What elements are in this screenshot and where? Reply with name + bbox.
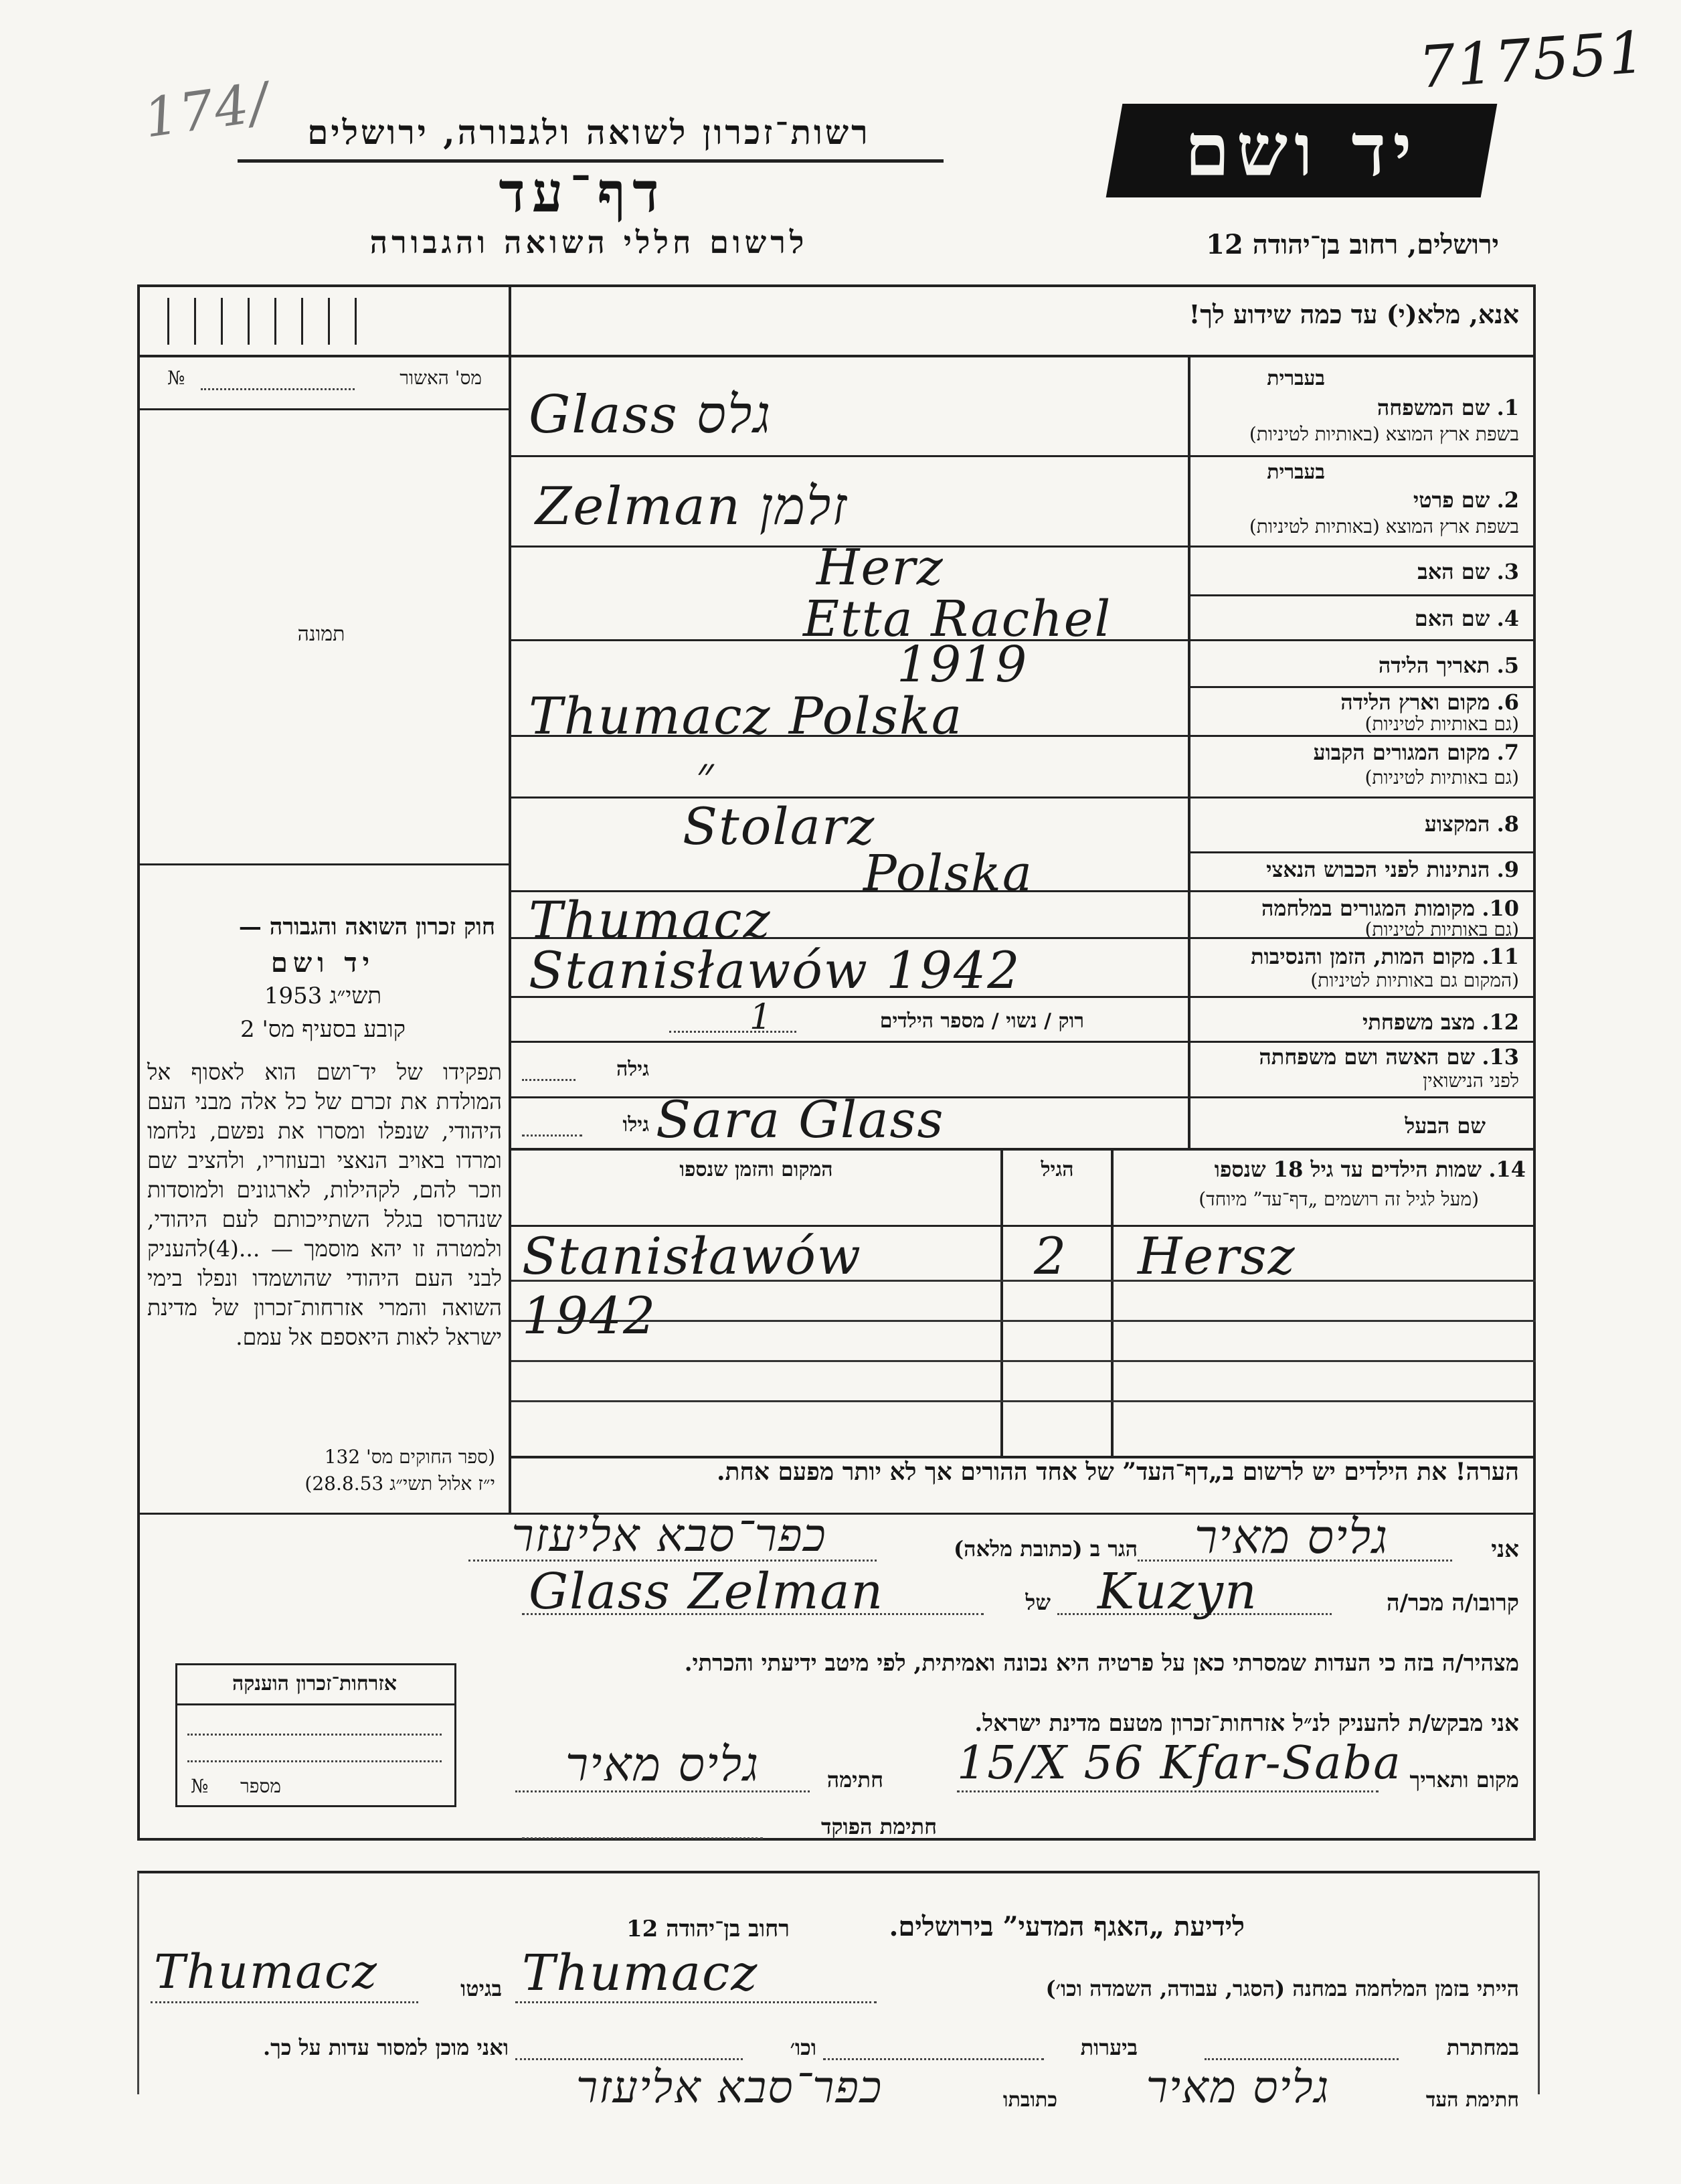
field-6-number: 6. xyxy=(1496,689,1519,715)
field-12-label xyxy=(1205,1009,1519,1035)
decl-relation: Kuzyn xyxy=(1097,1563,1258,1620)
law-line4: קובע בסעיף מס' 2 xyxy=(240,1016,406,1043)
footer-witness-sig: גליס מאיר xyxy=(1146,2062,1330,2113)
citizenship-box-title: אזרחות־זכרון הוענקה xyxy=(232,1672,397,1695)
field-3-label xyxy=(1205,559,1519,584)
field-1-name: שם המשפחה xyxy=(1377,395,1490,420)
law-line1: חוק זכרון השואה והגבורה — xyxy=(238,914,495,940)
field-10-value: Thumacz xyxy=(529,890,772,950)
citizenship-no-sign: № xyxy=(191,1775,209,1797)
decl-subject-name: Glass Zelman xyxy=(529,1563,885,1620)
decl-place-date-label: מקום ותאריך xyxy=(1409,1767,1519,1792)
field-2-label xyxy=(1205,487,1519,513)
archive-stamp-number: 717551 xyxy=(1416,19,1649,102)
field-5-label xyxy=(1205,653,1519,678)
field-4-name: שם האם xyxy=(1414,606,1490,631)
field-9-number: 9. xyxy=(1496,857,1519,882)
husband-label: שם הבעל xyxy=(1405,1113,1486,1139)
field-4-label xyxy=(1205,606,1519,631)
field-2-name: שם פרטי xyxy=(1413,487,1490,513)
wife-age-label: גילה xyxy=(616,1058,649,1081)
field-3-number: 3. xyxy=(1496,559,1519,584)
field-4-value: Etta Rachel xyxy=(803,590,1112,648)
field-9-value: Polska xyxy=(863,845,1033,902)
field-7-sub: (גם באותיות לטיניות) xyxy=(1364,766,1519,788)
children-age-header: הגיל xyxy=(1041,1158,1074,1181)
field-3-value: Herz xyxy=(816,539,944,596)
decl-statement: מצהיר/ה בזה כי העדות שמסרתי כאן על פרטיה היא נכונה ואמיתית, לפי מיטב ידיעתי והכרתי. xyxy=(684,1650,1519,1677)
footer-address: רחוב בן־יהודה 12 xyxy=(626,1916,790,1942)
child-name: Hersz xyxy=(1138,1226,1296,1286)
decl-address: כפר־סבא אליעזר xyxy=(511,1509,827,1562)
field-11-value: Stanisławów 1942 xyxy=(529,940,1021,1000)
field-5-number: 5. xyxy=(1496,653,1519,678)
field-10-name: מקומות המגורים במלחמה xyxy=(1261,896,1476,921)
citizenship-number-label: מספר xyxy=(240,1775,281,1797)
pencil-number: 174/ xyxy=(140,70,274,150)
children-title xyxy=(1124,1157,1526,1182)
field-2-number: 2. xyxy=(1496,487,1519,513)
note: הערה! את הילדים יש לרשום ב„דף־העד” של אחד ההורים אך לא יותר מפעם אחת. xyxy=(717,1458,1519,1486)
field-8-label xyxy=(1205,811,1519,837)
marital-status-label: רוק / נשוי / מספר הילדים xyxy=(879,1009,1084,1033)
field-7-label xyxy=(1205,740,1519,765)
field-1-value: Glass גלס xyxy=(529,385,772,445)
footer-hiding-label: במחתרת xyxy=(1446,2035,1519,2060)
footer-camp-line: הייתי בזמן המלחמה במחנה (הסגר, עבודה, השמדה וכו׳) xyxy=(1045,1976,1519,2001)
decl-request: אני מבקש/ת להעניק לנ״ל אזרחות־זכרון מטעם מדינת ישראל. xyxy=(974,1710,1519,1737)
footer-etc-label: וכו׳ xyxy=(790,2035,816,2060)
field-10-label xyxy=(1198,896,1519,921)
field-4-number: 4. xyxy=(1496,606,1519,631)
husband-age-label: גילו xyxy=(622,1113,649,1137)
hebrew-label-1: בעברית xyxy=(1267,367,1325,390)
law-body: תפקידו של יד־ושם הוא לאסוף אל המולדת את זכרם של כל אלה מבני העם היהודי, שנפלו ומסרו את נפשם, נלחמו ומרדו באויב הנאצי ובעוזריו, ולהציב שם וזכר להם, לקהילות, לארגונים ולמוסדות שנהרסו בגלל השתייכותם לעם היהודי, ולמטרה זו יהא מוסמך — ...(4)להעניק לבני העם היהודי שהושמדו ונפלו בימי השואה והמרי אזרחות־זכרון של מדינת ישראל לאות היאספם אל עמם. xyxy=(147,1059,502,1350)
field-12-number: 12. xyxy=(1482,1009,1519,1035)
field-13-sub: לפני הנישואין xyxy=(1423,1070,1519,1092)
field-9-name: הנתינות לפני הכבוש הנאצי xyxy=(1266,857,1490,882)
field-6-value: Thumacz Polska xyxy=(529,686,964,746)
children-sub: (מעל לגיל זה רושמים „דף־עד” מיוחד) xyxy=(1199,1188,1479,1210)
child-place: Stanisławów 1942 xyxy=(522,1226,862,1345)
field-2-value: Zelman זלמן xyxy=(535,477,849,537)
field-7-value: ״ xyxy=(696,746,715,801)
law-ref2: י״ז אלול תשי״ג 28.8.53) xyxy=(304,1473,495,1495)
children-title-text: שמות הילדים עד גיל 18 שנספו xyxy=(1214,1157,1482,1182)
address: ירושלים, רחוב בן־יהודה 12 xyxy=(1206,229,1499,260)
field-5-value: 1919 xyxy=(897,636,1029,693)
footer-ghetto-label: בגיטו xyxy=(460,1976,502,2001)
footer-ready-label: ואני מוכן למסור עדות על כך. xyxy=(262,2035,509,2060)
field-1-number: 1. xyxy=(1496,395,1519,420)
field-6-name: מקום וארץ הלידה xyxy=(1340,689,1490,715)
footer-camp-value: Thumacz xyxy=(522,1944,759,2002)
instruction: אנא, מלא(י) עד כמה שידוע לך! xyxy=(1188,299,1519,329)
decl-relation-label: קרובו/ה מכר/ה xyxy=(1387,1590,1519,1616)
decl-signature: גליס מאיר xyxy=(565,1737,760,1792)
form-title: דף־עד xyxy=(499,161,666,225)
children-count: 1 xyxy=(749,997,774,1037)
logo-text: יד ושם xyxy=(1184,108,1419,193)
field-8-number: 8. xyxy=(1496,811,1519,837)
decl-of-label: של xyxy=(1025,1590,1051,1615)
approval-no-sign: № xyxy=(167,367,185,389)
children-number: 14. xyxy=(1488,1157,1526,1182)
photo-label: תמונה xyxy=(297,622,345,646)
field-11-number: 11. xyxy=(1482,944,1519,969)
field-5-name: תאריך הלידה xyxy=(1378,653,1490,678)
approval-label: מס' האשור xyxy=(400,367,482,389)
footer-forest-label: ביערות xyxy=(1080,2035,1138,2060)
decl-witness-name: גליס מאיר xyxy=(1194,1509,1389,1564)
decl-place-date: 15/X 56 Kfar-Saba xyxy=(957,1737,1402,1790)
field-13-name: שם האשה ושם משפחתה xyxy=(1259,1044,1476,1070)
field-12-name: מצב משפחתי xyxy=(1362,1009,1476,1035)
field-11-name: מקום המות, הזמן והנסיבות xyxy=(1251,944,1476,969)
field-11-sub: (המקום גם באותיות לטיניות) xyxy=(1310,969,1519,991)
code-boxes xyxy=(167,298,502,345)
field-1-label xyxy=(1205,395,1519,420)
field-2-sub: בשפת ארץ המוצא (באותיות לטיניות) xyxy=(1249,515,1519,537)
field-3-name: שם האב xyxy=(1417,559,1490,584)
field-8-value: Stolarz xyxy=(683,796,876,856)
field-10-sub: (גם באותיות לטיניות) xyxy=(1364,918,1519,940)
field-13-number: 13. xyxy=(1482,1044,1519,1070)
decl-signature-label: חתימה xyxy=(826,1767,883,1792)
child-age: 2 xyxy=(1034,1226,1068,1286)
field-6-label xyxy=(1205,689,1519,715)
footer-addr-label: כתובתו xyxy=(1002,2088,1057,2112)
children-place-header: המקום והזמן שנספו xyxy=(679,1158,833,1181)
footer-addr-value: כפר־סבא אליעזר xyxy=(576,2062,883,2113)
authority-name: רשות־זכרון לשואה ולגבורה, ירושלים xyxy=(307,112,871,152)
field-9-label xyxy=(1205,857,1519,882)
decl-i-label: אני xyxy=(1491,1536,1519,1563)
field-11-label xyxy=(1198,944,1519,969)
law-ref1: (ספר החוקים מס' 132 xyxy=(324,1446,495,1468)
hebrew-label-2: בעברית xyxy=(1267,460,1325,484)
decl-address-label: הגר ב (כתובת מלאה) xyxy=(954,1536,1138,1562)
yad-vashem-logo xyxy=(1106,104,1498,197)
field-7-number: 7. xyxy=(1496,740,1519,765)
footer-heading: לידיעת „האגף המדעי” בירושלים. xyxy=(889,1911,1245,1942)
field-10-number: 10. xyxy=(1482,896,1519,921)
field-8-name: המקצוע xyxy=(1424,811,1490,837)
footer-witness-sig-label: חתימת העד xyxy=(1425,2088,1519,2112)
form-subtitle: לרשום חללי השואה והגבורה xyxy=(369,224,808,260)
field-13-label xyxy=(1198,1044,1519,1070)
law-line2: יד ושם xyxy=(270,947,375,979)
field-1-sub: בשפת ארץ המוצא (באותיות לטיניות) xyxy=(1249,423,1519,445)
wife-name-value: Sara Glass xyxy=(656,1090,945,1149)
law-line3: תשי״ג 1953 xyxy=(264,983,382,1009)
footer-ghetto-value: Thumacz xyxy=(154,1944,379,1999)
field-6-sub: (גם באותיות לטיניות) xyxy=(1364,713,1519,735)
decl-official-label: חתימת הפוקד xyxy=(821,1814,937,1839)
field-7-name: מקום המגורים הקבוע xyxy=(1313,740,1490,765)
